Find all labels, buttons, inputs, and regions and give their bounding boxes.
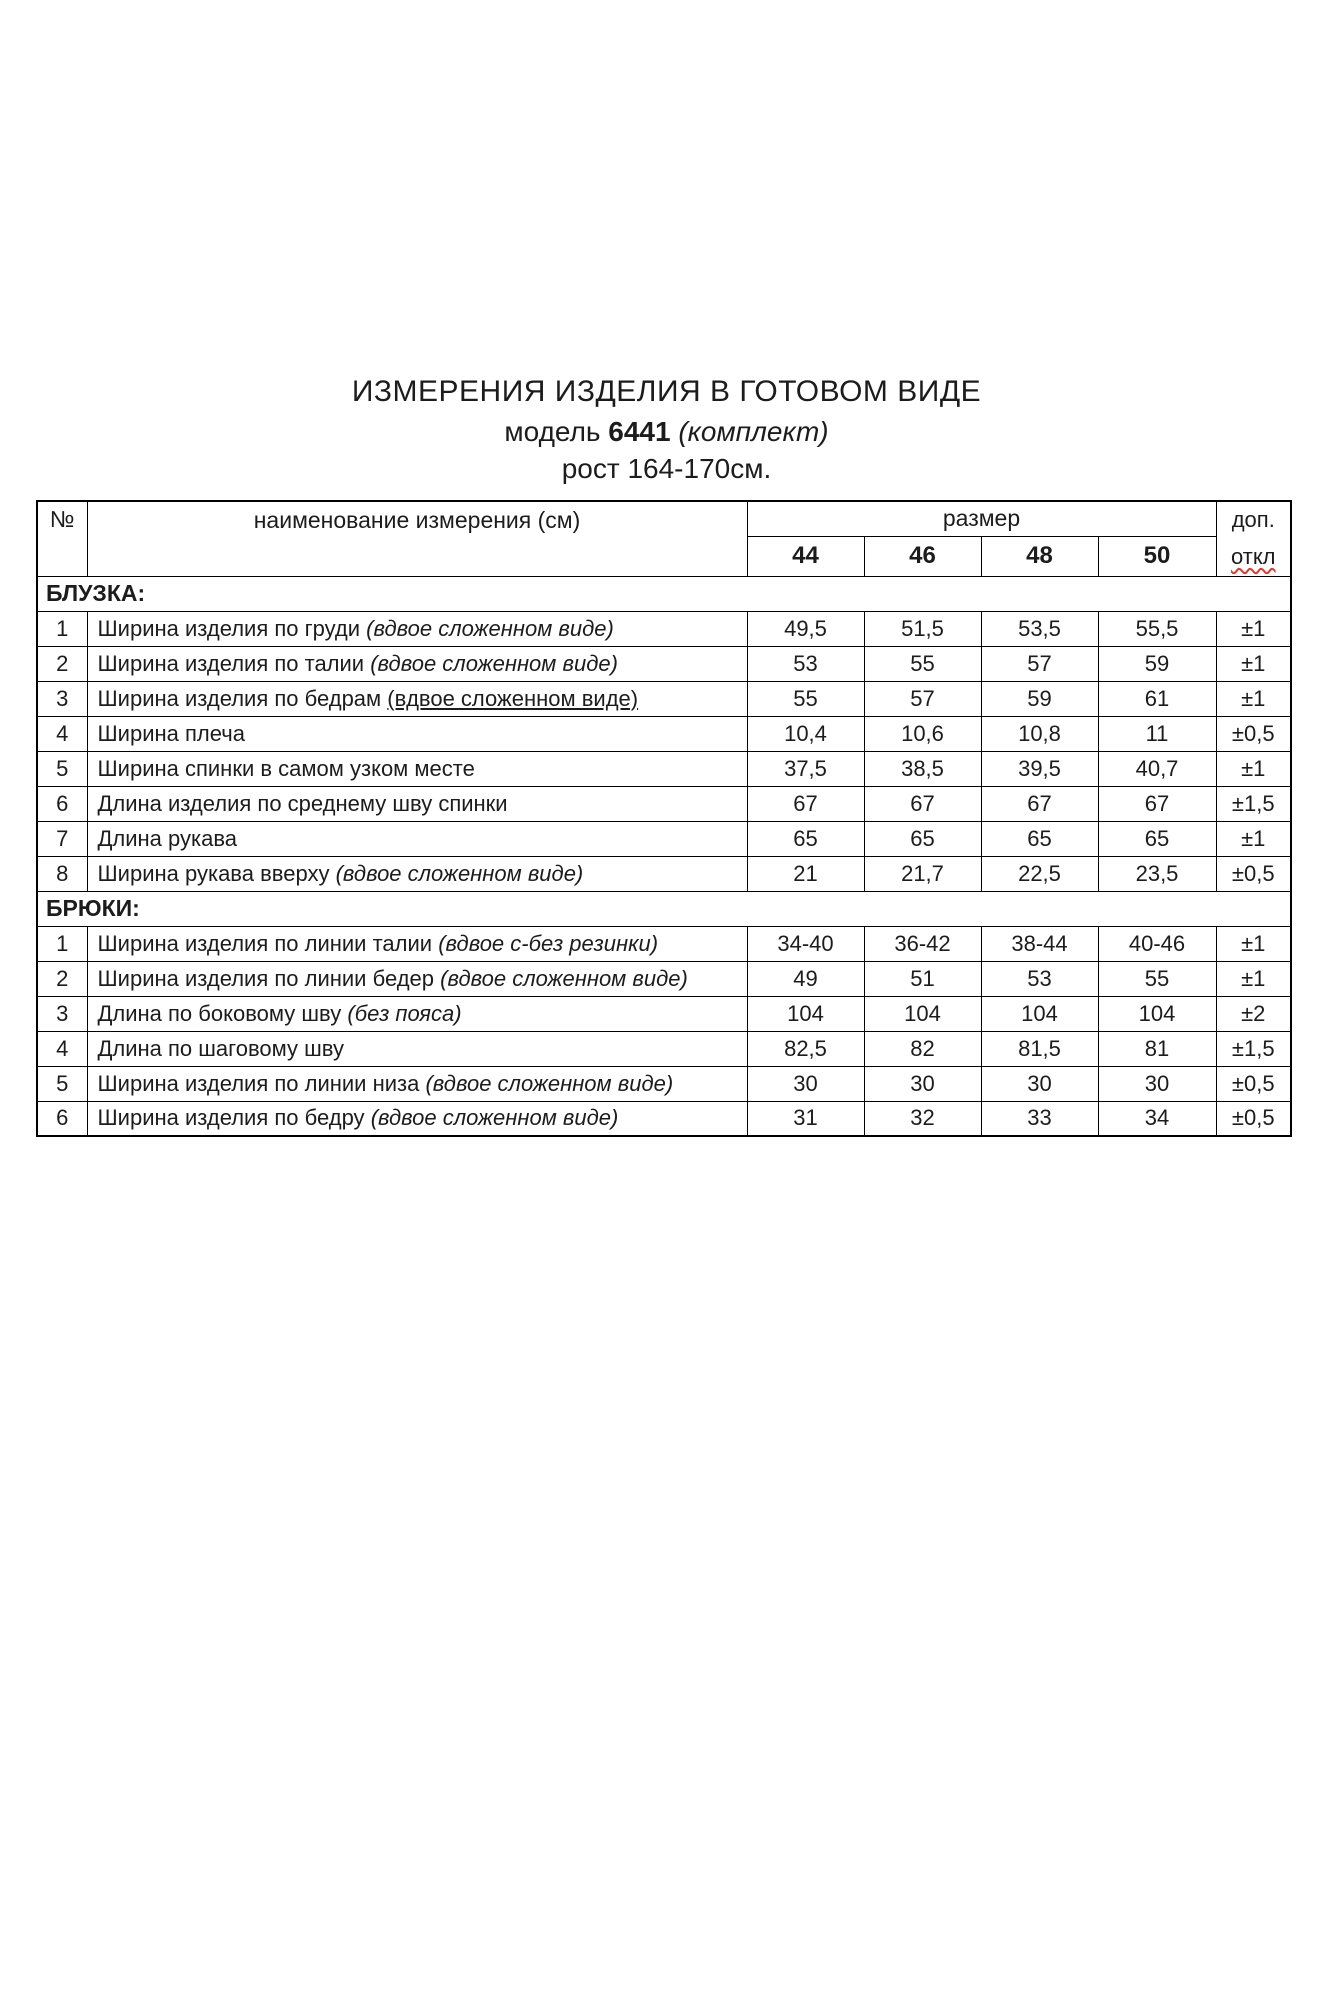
document-title-block — [0, 0, 1333, 488]
table-row — [37, 961, 1291, 996]
value-size-46: 55 — [864, 646, 981, 681]
measurement-name — [87, 926, 747, 961]
measurement-name-text: Ширина изделия по линии талии — [97, 930, 433, 956]
value-size-46: 51,5 — [864, 611, 981, 646]
value-size-46: 10,6 — [864, 716, 981, 751]
measurement-note: (вдвое сложенном виде) — [440, 965, 688, 991]
value-size-50: 59 — [1098, 646, 1216, 681]
value-size-46: 67 — [864, 786, 981, 821]
table-row — [37, 786, 1291, 821]
value-size-50: 81 — [1098, 1031, 1216, 1066]
model-line — [0, 414, 1333, 451]
row-number: 4 — [37, 1031, 87, 1066]
value-size-50: 11 — [1098, 716, 1216, 751]
tolerance-label-top: доп. — [1231, 506, 1275, 532]
value-size-44: 49 — [747, 961, 864, 996]
value-size-50: 23,5 — [1098, 856, 1216, 891]
value-size-50: 61 — [1098, 681, 1216, 716]
value-size-48: 59 — [981, 681, 1098, 716]
measurement-name — [87, 751, 747, 786]
tolerance-value: ±0,5 — [1216, 1101, 1291, 1136]
measurement-name — [87, 856, 747, 891]
section-label: БРЮКИ: — [37, 891, 1291, 926]
table-row — [37, 681, 1291, 716]
section-row — [37, 891, 1291, 926]
measurements-table — [36, 500, 1292, 1138]
table-row — [37, 751, 1291, 786]
value-size-46: 30 — [864, 1066, 981, 1101]
value-size-44: 49,5 — [747, 611, 864, 646]
measurement-name — [87, 961, 747, 996]
column-header-number: № — [37, 501, 87, 577]
measurement-name-text: Длина рукава — [97, 825, 238, 851]
value-size-46: 36-42 — [864, 926, 981, 961]
value-size-48: 67 — [981, 786, 1098, 821]
value-size-46: 32 — [864, 1101, 981, 1136]
measurement-name — [87, 681, 747, 716]
measurement-note: (вдвое сложенном виде) — [335, 860, 584, 886]
value-size-48: 65 — [981, 821, 1098, 856]
column-header-size-46: 46 — [864, 536, 981, 576]
value-size-44: 55 — [747, 681, 864, 716]
tolerance-value: ±0,5 — [1216, 1066, 1291, 1101]
measurement-name — [87, 1101, 747, 1136]
measurement-note: (вдвое сложенном виде) — [370, 650, 618, 676]
measurement-name — [87, 1066, 747, 1101]
tolerance-value: ±1 — [1216, 611, 1291, 646]
measurement-name-text: Ширина изделия по бедрам — [97, 685, 382, 711]
value-size-44: 34-40 — [747, 926, 864, 961]
value-size-44: 65 — [747, 821, 864, 856]
table-row — [37, 646, 1291, 681]
row-number: 3 — [37, 681, 87, 716]
row-number: 6 — [37, 786, 87, 821]
value-size-44: 10,4 — [747, 716, 864, 751]
tolerance-value: ±1 — [1216, 821, 1291, 856]
value-size-50: 40,7 — [1098, 751, 1216, 786]
tolerance-value: ±0,5 — [1216, 716, 1291, 751]
table-row — [37, 716, 1291, 751]
height-range: рост 164-170см. — [561, 452, 772, 484]
measurement-note: (без пояса) — [347, 1000, 462, 1026]
table-row — [37, 1066, 1291, 1101]
tolerance-value: ±1,5 — [1216, 786, 1291, 821]
value-size-48: 10,8 — [981, 716, 1098, 751]
measurement-name-text: Ширина изделия по бедру — [97, 1105, 365, 1131]
column-header-size-50: 50 — [1098, 536, 1216, 576]
row-number: 6 — [37, 1101, 87, 1136]
column-header-size-44: 44 — [747, 536, 864, 576]
value-size-44: 104 — [747, 996, 864, 1031]
value-size-48: 53 — [981, 961, 1098, 996]
column-header-name: наименование измерения (см) — [87, 501, 747, 577]
value-size-48: 53,5 — [981, 611, 1098, 646]
row-number: 8 — [37, 856, 87, 891]
value-size-44: 31 — [747, 1101, 864, 1136]
value-size-48: 57 — [981, 646, 1098, 681]
measurement-note: (вдвое сложенном виде) — [370, 1105, 619, 1131]
measurement-name — [87, 786, 747, 821]
table-row — [37, 996, 1291, 1031]
value-size-44: 37,5 — [747, 751, 864, 786]
value-size-44: 30 — [747, 1066, 864, 1101]
column-header-size-48: 48 — [981, 536, 1098, 576]
row-number: 1 — [37, 611, 87, 646]
model-kit-note: (комплект) — [670, 415, 829, 447]
value-size-48: 38-44 — [981, 926, 1098, 961]
value-size-46: 51 — [864, 961, 981, 996]
measurement-name — [87, 996, 747, 1031]
row-number: 2 — [37, 961, 87, 996]
table-row — [37, 611, 1291, 646]
value-size-50: 30 — [1098, 1066, 1216, 1101]
value-size-48: 104 — [981, 996, 1098, 1031]
value-size-50: 55 — [1098, 961, 1216, 996]
row-number: 5 — [37, 751, 87, 786]
row-number: 1 — [37, 926, 87, 961]
measurement-name-text: Длина по шаговому шву — [97, 1035, 344, 1061]
tolerance-value: ±1 — [1216, 751, 1291, 786]
value-size-50: 40-46 — [1098, 926, 1216, 961]
row-number: 5 — [37, 1066, 87, 1101]
measurement-name-text: Ширина спинки в самом узком месте — [97, 755, 475, 781]
measurement-name — [87, 716, 747, 751]
model-label: модель — [504, 415, 609, 447]
tolerance-value: ±1 — [1216, 961, 1291, 996]
tolerance-value: ±1 — [1216, 646, 1291, 681]
value-size-46: 65 — [864, 821, 981, 856]
measurement-name-text: Ширина изделия по линии бедер — [97, 965, 434, 991]
measurement-name — [87, 611, 747, 646]
measurement-name-text: Длина по боковому шву — [97, 1000, 342, 1026]
measurement-name-text: Длина изделия по среднему шву спинки — [97, 790, 508, 816]
value-size-44: 53 — [747, 646, 864, 681]
row-number: 4 — [37, 716, 87, 751]
value-size-50: 65 — [1098, 821, 1216, 856]
value-size-50: 55,5 — [1098, 611, 1216, 646]
value-size-50: 34 — [1098, 1101, 1216, 1136]
value-size-44: 67 — [747, 786, 864, 821]
value-size-46: 82 — [864, 1031, 981, 1066]
table-row — [37, 821, 1291, 856]
measurement-name — [87, 1031, 747, 1066]
value-size-44: 82,5 — [747, 1031, 864, 1066]
tolerance-value: ±2 — [1216, 996, 1291, 1031]
value-size-46: 57 — [864, 681, 981, 716]
value-size-44: 21 — [747, 856, 864, 891]
value-size-48: 30 — [981, 1066, 1098, 1101]
measurement-name — [87, 646, 747, 681]
measurement-name-text: Ширина изделия по талии — [97, 650, 365, 676]
table-row — [37, 926, 1291, 961]
table-row — [37, 1101, 1291, 1136]
measurement-note: (вдвое с-без резинки) — [438, 930, 659, 956]
value-size-48: 81,5 — [981, 1031, 1098, 1066]
value-size-48: 22,5 — [981, 856, 1098, 891]
tolerance-value: ±1,5 — [1216, 1031, 1291, 1066]
column-header-size-group: размер — [747, 501, 1216, 537]
section-label: БЛУЗКА: — [37, 576, 1291, 611]
tolerance-value: ±0,5 — [1216, 856, 1291, 891]
row-number: 3 — [37, 996, 87, 1031]
measurement-name-text: Ширина рукава вверху — [97, 860, 330, 886]
measurement-note: (вдвое сложенном виде) — [425, 1070, 674, 1096]
measurement-name-text: Ширина изделия по груди — [97, 615, 361, 641]
value-size-48: 39,5 — [981, 751, 1098, 786]
value-size-48: 33 — [981, 1101, 1098, 1136]
model-number: 6441 — [608, 415, 671, 447]
measurement-name-text: Ширина плеча — [97, 720, 245, 746]
document-title: ИЗМЕРЕНИЯ ИЗДЕЛИЯ В ГОТОВОМ ВИДЕ — [351, 375, 982, 408]
value-size-46: 38,5 — [864, 751, 981, 786]
measurement-note: (вдвое сложенном виде) — [387, 685, 639, 711]
value-size-50: 104 — [1098, 996, 1216, 1031]
value-size-50: 67 — [1098, 786, 1216, 821]
measurement-name — [87, 821, 747, 856]
table-row — [37, 1031, 1291, 1066]
section-row — [37, 576, 1291, 611]
table-row — [37, 856, 1291, 891]
tolerance-value: ±1 — [1216, 926, 1291, 961]
value-size-46: 21,7 — [864, 856, 981, 891]
measurement-name-text: Ширина изделия по линии низа — [97, 1070, 420, 1096]
row-number: 2 — [37, 646, 87, 681]
column-header-tolerance — [1216, 501, 1291, 577]
row-number: 7 — [37, 821, 87, 856]
value-size-46: 104 — [864, 996, 981, 1031]
tolerance-label-bottom: откл — [1230, 543, 1276, 569]
tolerance-value: ±1 — [1216, 681, 1291, 716]
measurement-note: (вдвое сложенном виде) — [366, 615, 614, 641]
